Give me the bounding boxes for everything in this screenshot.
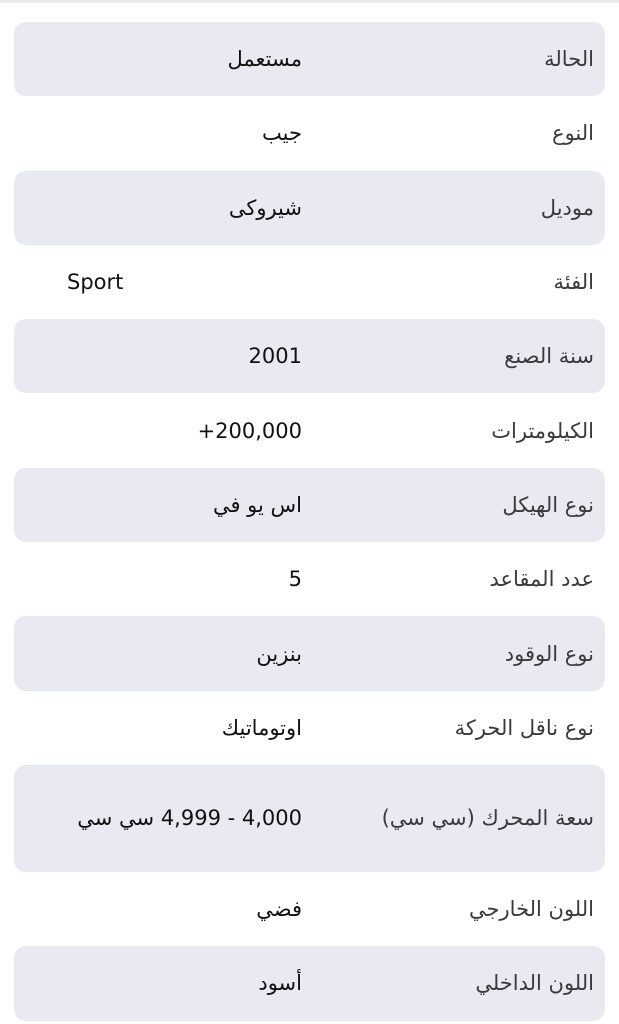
spec-value: 2001 (248, 344, 302, 369)
spec-row-body-type (14, 468, 605, 542)
spec-row-seats (14, 542, 605, 616)
spec-value: شيروكى (228, 195, 302, 220)
spec-label: نوع الوقود (504, 641, 594, 666)
spec-value: +200,000 (197, 418, 302, 443)
spec-label: اللون الخارجي (469, 897, 594, 922)
spec-label: نوع ناقل الحركة (454, 715, 594, 740)
spec-label: سعة المحرك (سي سي) (381, 806, 594, 831)
spec-label: موديل (540, 195, 594, 220)
spec-value: أسود (258, 971, 302, 996)
spec-row-engine-capacity (14, 765, 605, 872)
spec-label: الحالة (544, 47, 594, 72)
spec-label: الكيلومترات (491, 418, 594, 443)
spec-row-trim (14, 245, 605, 319)
spec-value: اوتوماتيك (221, 715, 302, 740)
spec-label: سنة الصنع (504, 344, 594, 369)
spec-row-condition (14, 22, 605, 96)
spec-label: النوع (552, 121, 594, 146)
spec-row-model (14, 171, 605, 245)
spec-value: فضي (256, 897, 302, 922)
spec-row-year (14, 319, 605, 393)
spec-row-make (14, 96, 605, 170)
spec-value: 5 (288, 567, 302, 592)
spec-value: Sport (67, 270, 124, 295)
spec-row-interior-color (14, 946, 605, 1020)
spec-label: عدد المقاعد (489, 567, 594, 592)
top-divider (0, 0, 619, 3)
spec-value: 4,000 - 4,999 سي سي (77, 806, 302, 831)
spec-value: بنزين (256, 641, 302, 666)
spec-row-exterior-color (14, 872, 605, 946)
spec-value: مستعمل (227, 47, 302, 72)
spec-value: اس يو في (212, 492, 302, 517)
spec-label: الفئة (553, 270, 594, 295)
spec-label: اللون الداخلي (475, 971, 594, 996)
spec-row-kilometers (14, 393, 605, 467)
spec-value: جيب (262, 121, 302, 146)
spec-row-fuel (14, 616, 605, 690)
car-specs-list (14, 22, 605, 1021)
spec-label: نوع الهيكل (502, 492, 594, 517)
spec-row-transmission (14, 691, 605, 765)
